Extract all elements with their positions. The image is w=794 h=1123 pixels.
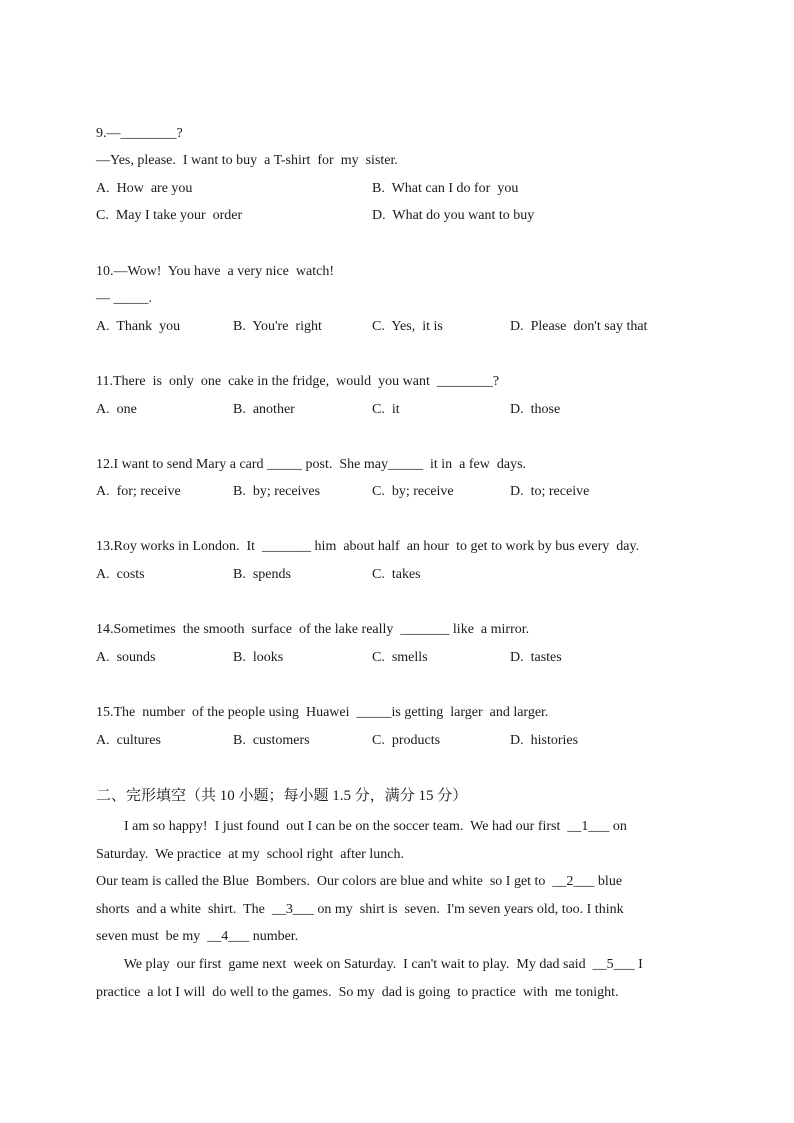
question-12-option-c: C. by; receive [372,484,454,499]
question-9-option-a: A. How are you [96,181,193,196]
question-9-stem: 9.—________? [96,126,183,141]
question-15-option-b: B. customers [233,733,310,748]
question-11-option-a: A. one [96,402,137,417]
cloze-line-3: Our team is called the Blue Bombers. Our colors are blue and white so I get to __2___ blue [96,874,623,889]
question-13-stem: 13.Roy works in London. It _______ him about half an hour to get to work by bus every day. [96,539,640,554]
cloze-line-2: Saturday. We practice at my school right after lunch. [96,847,404,862]
question-10-option-b: B. You're right [233,319,322,334]
question-14-option-a: A. sounds [96,650,156,665]
question-14-stem: 14.Sometimes the smooth surface of the lake really _______ like a mirror. [96,622,530,637]
question-15-stem: 15.The number of the people using Huawei _____is getting larger and larger. [96,705,549,720]
question-9-option-d: D. What do you want to buy [372,208,535,223]
question-11-stem: 11.There is only one cake in the fridge, would you want ________? [96,374,500,389]
question-9-option-b: B. What can I do for you [372,181,519,196]
question-10-option-c: C. Yes, it is [372,319,443,334]
cloze-line-4: shorts and a white shirt. The __3___ on my shirt is seven. I'm seven years old, too. I think [96,902,624,917]
question-12-option-b: B. by; receives [233,484,321,499]
question-15-option-a: A. cultures [96,733,161,748]
question-11-option-c: C. it [372,402,400,417]
question-11-option-b: B. another [233,402,295,417]
question-13-option-b: B. spends [233,567,291,582]
question-10-stem: 10.—Wow! You have a very nice watch! [96,264,334,279]
question-12-stem: 12.I want to send Mary a card _____ post. She may_____ it in a few days. [96,457,527,472]
question-13-option-a: A. costs [96,567,145,582]
question-12-option-d: D. to; receive [510,484,590,499]
cloze-line-1: I am so happy! I just found out I can be on the soccer team. We had our first __1___ on [96,819,627,834]
question-15-option-c: C. products [372,733,441,748]
section-2-heading: 二、完形填空（共 10 小题；每小题 1.5 分，满分 15 分） [96,788,468,804]
question-10-response: — _____. [96,291,152,306]
cloze-line-6: We play our first game next week on Saturday. I can't wait to play. My dad said __5___ I [96,957,643,972]
question-10-option-d: D. Please don't say that [510,319,648,334]
question-11-option-d: D. those [510,402,561,417]
cloze-line-5: seven must be my __4___ number. [96,929,299,944]
question-15-option-d: D. histories [510,733,579,748]
question-9-option-c: C. May I take your order [96,208,243,223]
cloze-line-7: practice a lot I will do well to the games. So my dad is going to practice with me tonight. [96,985,619,1000]
question-14-option-b: B. looks [233,650,284,665]
question-14-option-d: D. tastes [510,650,562,665]
question-10-option-a: A. Thank you [96,319,181,334]
question-13-option-c: C. takes [372,567,421,582]
question-14-option-c: C. smells [372,650,428,665]
question-9-response: —Yes, please. I want to buy a T-shirt for my sister. [96,153,398,168]
question-12-option-a: A. for; receive [96,484,181,499]
